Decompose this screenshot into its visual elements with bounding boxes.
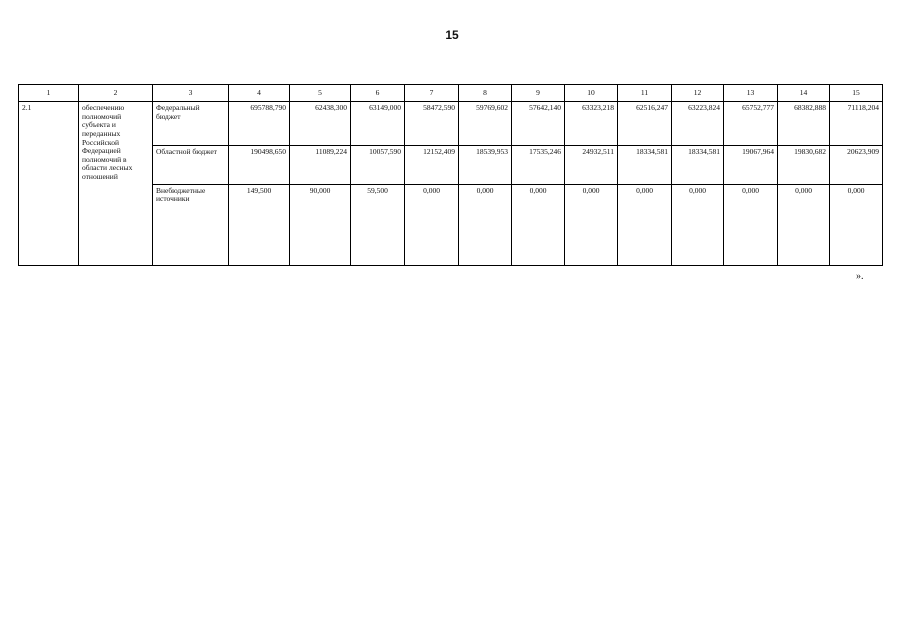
- col-header: 7: [405, 85, 459, 102]
- col-header: 5: [290, 85, 351, 102]
- table-cell: 0,000: [459, 184, 512, 266]
- page-number: 15: [445, 28, 459, 42]
- col-header: 15: [830, 85, 883, 102]
- table-cell: 18334,581: [618, 146, 672, 184]
- table-cell: 18334,581: [672, 146, 724, 184]
- table-cell: 62516,247: [618, 102, 672, 146]
- header-row: [19, 85, 883, 102]
- table-cell: 24932,511: [565, 146, 618, 184]
- col-header: 13: [724, 85, 778, 102]
- table-cell: 63223,824: [672, 102, 724, 146]
- table-cell: 0,000: [565, 184, 618, 266]
- table-cell: 63149,000: [351, 102, 405, 146]
- table-cell: 0,000: [512, 184, 565, 266]
- row-description: обеспечению полномочий субъекта и переданных Российской Федерацией полномочий в области лесных отношений: [79, 102, 153, 266]
- table-cell: 90,000: [290, 184, 351, 266]
- funding-source: Федеральный бюджет: [153, 102, 229, 146]
- table-cell: 0,000: [778, 184, 830, 266]
- col-header: 6: [351, 85, 405, 102]
- table-cell: 695788,790: [229, 102, 290, 146]
- table-cell: 58472,590: [405, 102, 459, 146]
- funding-source: Внебюджетные источники: [153, 184, 229, 266]
- table-cell: 0,000: [618, 184, 672, 266]
- table-cell: 0,000: [405, 184, 459, 266]
- col-header: 9: [512, 85, 565, 102]
- col-header: 12: [672, 85, 724, 102]
- table-cell: 0,000: [672, 184, 724, 266]
- table-row: [19, 102, 883, 146]
- table-cell: 20623,909: [830, 146, 883, 184]
- table-cell: 62438,300: [290, 102, 351, 146]
- table-cell: 17535,246: [512, 146, 565, 184]
- table-cell: 57642,140: [512, 102, 565, 146]
- table-cell: 19067,964: [724, 146, 778, 184]
- table-cell: 18539,953: [459, 146, 512, 184]
- col-header: 14: [778, 85, 830, 102]
- col-header: 4: [229, 85, 290, 102]
- budget-table: [18, 84, 883, 266]
- table-cell: 65752,777: [724, 102, 778, 146]
- table-cell: 12152,409: [405, 146, 459, 184]
- table-cell: 149,500: [229, 184, 290, 266]
- table-cell: 59769,602: [459, 102, 512, 146]
- table-cell: 63323,218: [565, 102, 618, 146]
- table-cell: 0,000: [830, 184, 883, 266]
- table-cell: 190498,650: [229, 146, 290, 184]
- table-cell: 59,500: [351, 184, 405, 266]
- table-cell: 0,000: [724, 184, 778, 266]
- col-header: 11: [618, 85, 672, 102]
- col-header: 8: [459, 85, 512, 102]
- table-cell: 19830,682: [778, 146, 830, 184]
- table-cell: 11089,224: [290, 146, 351, 184]
- col-header: 2: [79, 85, 153, 102]
- table-cell: 10057,590: [351, 146, 405, 184]
- col-header: 3: [153, 85, 229, 102]
- funding-source: Областной бюджет: [153, 146, 229, 184]
- col-header: 1: [19, 85, 79, 102]
- table-cell: 68382,888: [778, 102, 830, 146]
- table-cell: 71118,204: [830, 102, 883, 146]
- row-code: 2.1: [19, 102, 79, 266]
- col-header: 10: [565, 85, 618, 102]
- closing-quote-mark: ».: [856, 271, 864, 282]
